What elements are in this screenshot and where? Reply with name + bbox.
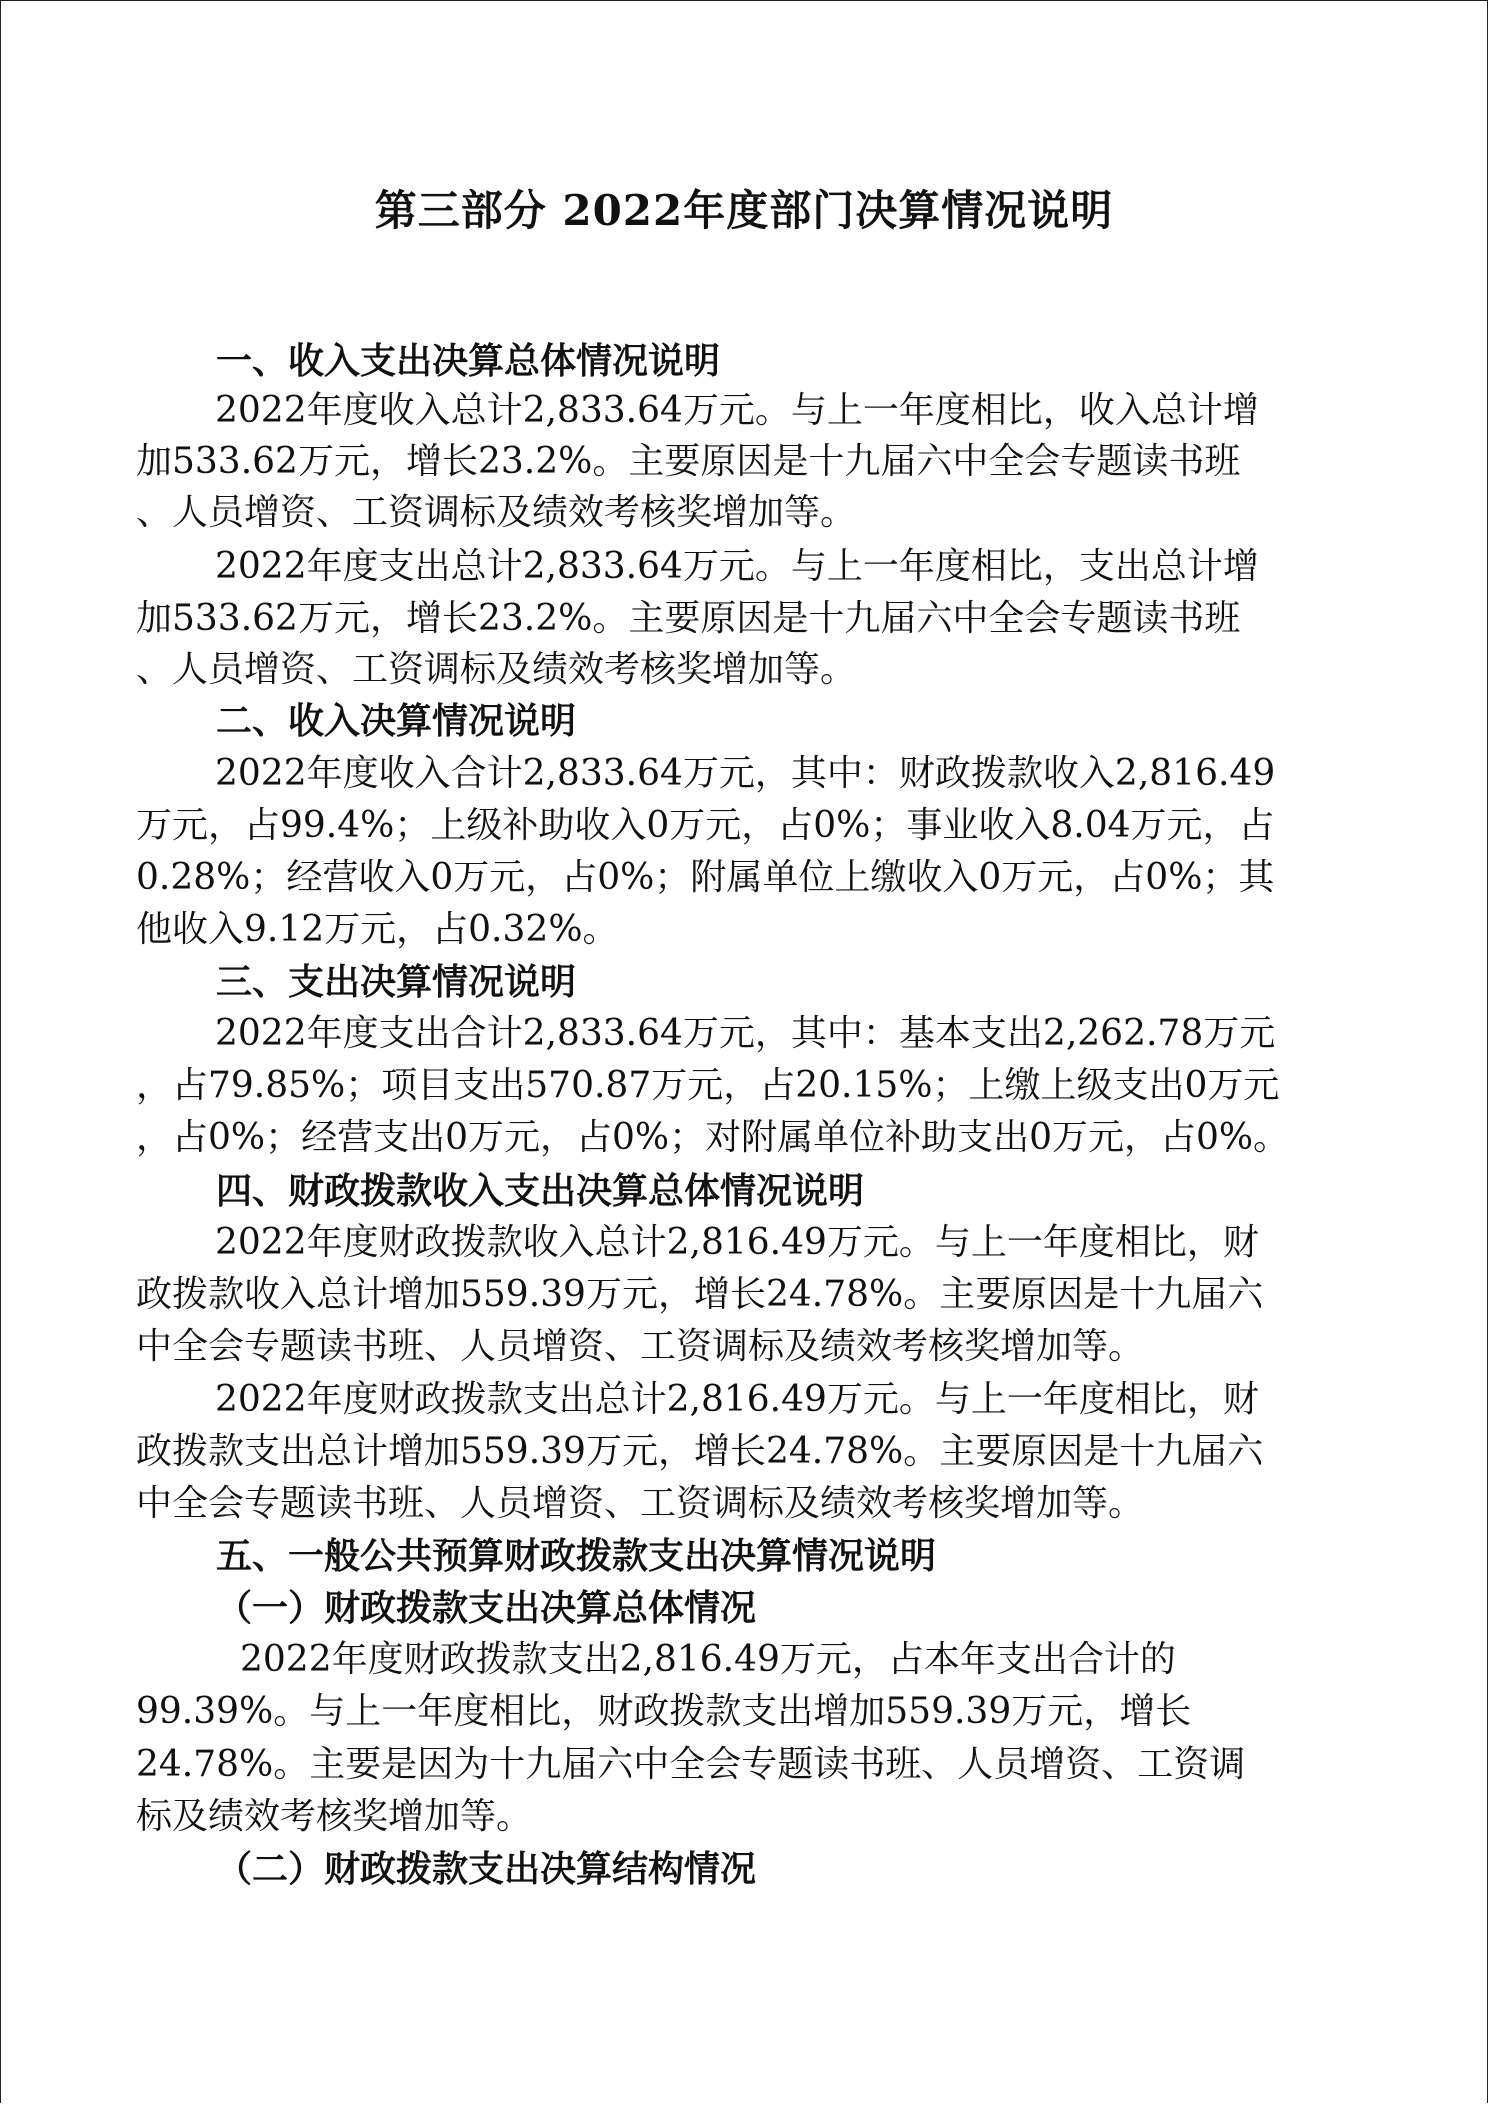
paragraph-line: 99.39%。与上一年度相比，财政拨款支出增加559.39万元，增长: [136, 1691, 1192, 1732]
paragraph-line: 2022年度支出合计2,833.64万元，其中：基本支出2,262.78万元: [215, 1013, 1276, 1054]
paragraph-line: 24.78%。主要是因为十九届六中全会专题读书班、人员增资、工资调: [136, 1744, 1246, 1785]
section-heading-5: 五、一般公共预算财政拨款支出决算情况说明: [216, 1535, 937, 1577]
paragraph-line: 他收入9.12万元，占0.32%。: [136, 909, 619, 950]
paragraph-line: 2022年度支出总计2,833.64万元。与上一年度相比，支出总计增: [215, 546, 1259, 587]
page-title: 第三部分 2022年度部门决算情况说明: [374, 186, 1114, 235]
paragraph-line: 0.28%；经营收入0万元，占0%；附属单位上缴收入0万元，占0%；其: [136, 857, 1275, 898]
section-heading-3: 三、支出决算情况说明: [216, 961, 577, 1003]
paragraph-line: 、人员增资、工资调标及绩效考核奖增加等。: [136, 649, 857, 690]
paragraph-line: 加533.62万元，增长23.2%。主要原因是十九届六中全会专题读书班: [136, 598, 1241, 639]
section-heading-2: 二、收入决算情况说明: [216, 700, 577, 742]
subsection-heading-2: （二）财政拨款支出决算结构情况: [216, 1848, 757, 1890]
paragraph-line: 2022年度财政拨款收入总计2,816.49万元。与上一年度相比，财: [215, 1222, 1259, 1263]
section-heading-1: 一、收入支出决算总体情况说明: [216, 340, 721, 382]
paragraph-line: 政拨款支出总计增加559.39万元，增长24.78%。主要原因是十九届六: [136, 1431, 1264, 1472]
subsection-heading-1: （一）财政拨款支出决算总体情况: [216, 1587, 757, 1629]
paragraph-line: ，占0%；经营支出0万元，占0%；对附属单位补助支出0万元，占0%。: [136, 1117, 1290, 1158]
paragraph-line: ，占79.85%；项目支出570.87万元，占20.15%；上缴上级支出0万元: [136, 1065, 1280, 1106]
paragraph-line: 中全会专题读书班、人员增资、工资调标及绩效考核奖增加等。: [136, 1326, 1145, 1367]
paragraph-line: 2022年度收入合计2,833.64万元，其中：财政拨款收入2,816.49: [215, 753, 1276, 794]
paragraph-line: 2022年度财政拨款支出总计2,816.49万元。与上一年度相比，财: [215, 1379, 1259, 1420]
paragraph-line: 中全会专题读书班、人员增资、工资调标及绩效考核奖增加等。: [136, 1483, 1145, 1524]
paragraph-line: 政拨款收入总计增加559.39万元，增长24.78%。主要原因是十九届六: [136, 1274, 1264, 1315]
paragraph-line: 2022年度财政拨款支出2,816.49万元，占本年支出合计的: [240, 1639, 1176, 1680]
paragraph-line: 、人员增资、工资调标及绩效考核奖增加等。: [136, 492, 857, 533]
paragraph-line: 标及绩效考核奖增加等。: [136, 1796, 533, 1837]
paragraph-line: 万元，占99.4%；上级补助收入0万元，占0%；事业收入8.04万元，占: [136, 805, 1275, 846]
section-heading-4: 四、财政拨款收入支出决算总体情况说明: [216, 1170, 865, 1212]
paragraph-line: 2022年度收入总计2,833.64万元。与上一年度相比，收入总计增: [215, 390, 1259, 431]
paragraph-line: 加533.62万元，增长23.2%。主要原因是十九届六中全会专题读书班: [136, 441, 1241, 482]
